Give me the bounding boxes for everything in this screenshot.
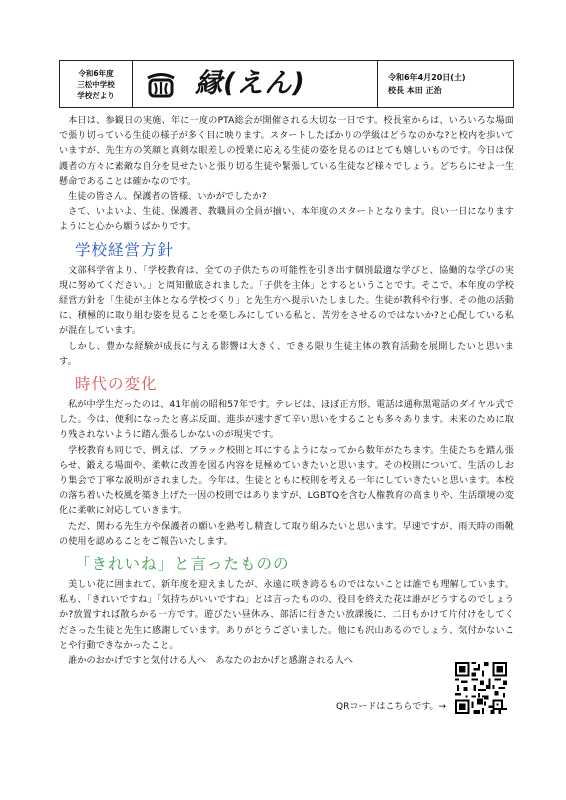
intro-paragraph: 生徒の皆さん、保護者の皆様、いかがでしたか? (68, 192, 267, 203)
change-paragraph: 私が中学生だったのは、41年前の昭和57年です。テレビは、ほぼ正方形、電話は通称黒電話のダイヤル式でした。今は、便利になったと喜ぶ反面、進歩が速すぎて辛い思いをすることも多々あります。未来のために取り残されないように踏ん張るしかないのが現実です。 (59, 400, 514, 441)
newsletter-title: 縁(えん) (195, 68, 306, 99)
issue-date: 令和6年4月20日(土) (388, 73, 466, 82)
intro-paragraph: さて、いよいよ、生徒、保護者、教職員の全員が揃い、本年度のスタートとなります。良い一日になりますようにと心から願うばかりです。 (59, 207, 514, 233)
section-heading-policy: 学校経営方針 (75, 240, 175, 259)
change-paragraph: 学校教育も同じで、例えば、ブラック校則と耳にするようになってから数年がたちます。生徒たちを踏ん張らせ、鍛える場面や、柔軟に改善を図る内容を見極めていきたいと思います。その校則について、生活のしおり集会で丁寧な説明がされました。今年は、生徒とともに校則を考える一年にしていきたいと思います。本校の落ち着いた校風を築き上げた一因の校則ではありますが、LGBTQを含む人権教育の高まりや、生活環境の変化に柔軟に対応していきます。 (59, 445, 514, 517)
issue-info (377, 61, 513, 107)
qr-label: QRコードはこちらです。→ (336, 702, 447, 712)
policy-paragraph: 文部科学省より、「学校教育は、全ての子供たちの可能性を引き出す個別最適な学びと、協働的な学びの実現に努めてください。」と周知徹底されました。「子供を主体」とするということです。そこで、本年度の学校経営方針を「生徒が主体となる学校づくり」と先生方へ提示いたしました。生徒が教科や行事、その他の活動に、積極的に取り組む姿を見ることを楽しみにしている私と、苦労をさせるのではないか?と心配している私が混在しています。 (59, 265, 514, 337)
qr-code-icon[interactable] (455, 662, 507, 714)
section-heading-change: 時代の変化 (75, 375, 158, 394)
principal-name: 校長 本田 正治 (388, 86, 442, 95)
change-paragraph: ただ、関わる先生方や保護者の願いを熟考し精査して取り組みたいと思います。早速ですが、雨天時の雨靴の使用を認めることをご報告いたします。 (59, 521, 514, 547)
flowers-paragraph: 美しい花に囲まれて、新年度を迎えましたが、永遠に咲き誇るものではないことは誰でも理解しています。私も、「きれいですね」「気持ちがいいですね」とは言ったものの、役目を終えた花は誰がどうするのでしょうか?放置すれば散らかる一方です。遊びたい昼休み、部活に行きたい放課後に、二日もかけて片付けをしてくださった生徒と先生に感謝しています。ありがとうございました。他にも沢山あるのでしょう、気付かないことや行動できなかったこと。 (59, 580, 514, 651)
newsletter-body (59, 114, 514, 669)
school-emblem-icon (145, 70, 177, 100)
newsletter-header (59, 60, 514, 108)
school-info (60, 61, 133, 107)
intro-paragraph: 本日は、参観日の実施、年に一度のPTA総会が開催される大切な一日です。校長室からは、いろいろな場面で張り切っている生徒の様子が多く目に映ります。スタートしたばかりの学級はどうなのかな?と校内を歩いていますが、先生方の笑顔と真剣な眼差しの授業に応える生徒の姿を見るのはとても嬉しいものです。今日は保護者の方々に素敵な自分を見せたいと張り切る生徒や緊張している生徒など様々でしょう。どちらにせよ一生懸命であることは確かなのです。 (59, 116, 514, 187)
flowers-closing-line: 誰かのおかげですと気付ける人へ あなたのおかげと感謝される人へ (68, 656, 354, 667)
school-year: 令和6年度 (78, 68, 114, 78)
policy-paragraph: しかし、豊かな経験が成長に与える影響は大きく、できる限り生徒主体の教育活動を展開したいと思います。 (59, 341, 514, 367)
school-name: 三松中学校 (77, 79, 115, 89)
newsletter-type: 学校だより (77, 90, 115, 100)
section-heading-flowers: 「きれいね」と言ったものの (75, 555, 290, 574)
title-block (133, 61, 377, 107)
